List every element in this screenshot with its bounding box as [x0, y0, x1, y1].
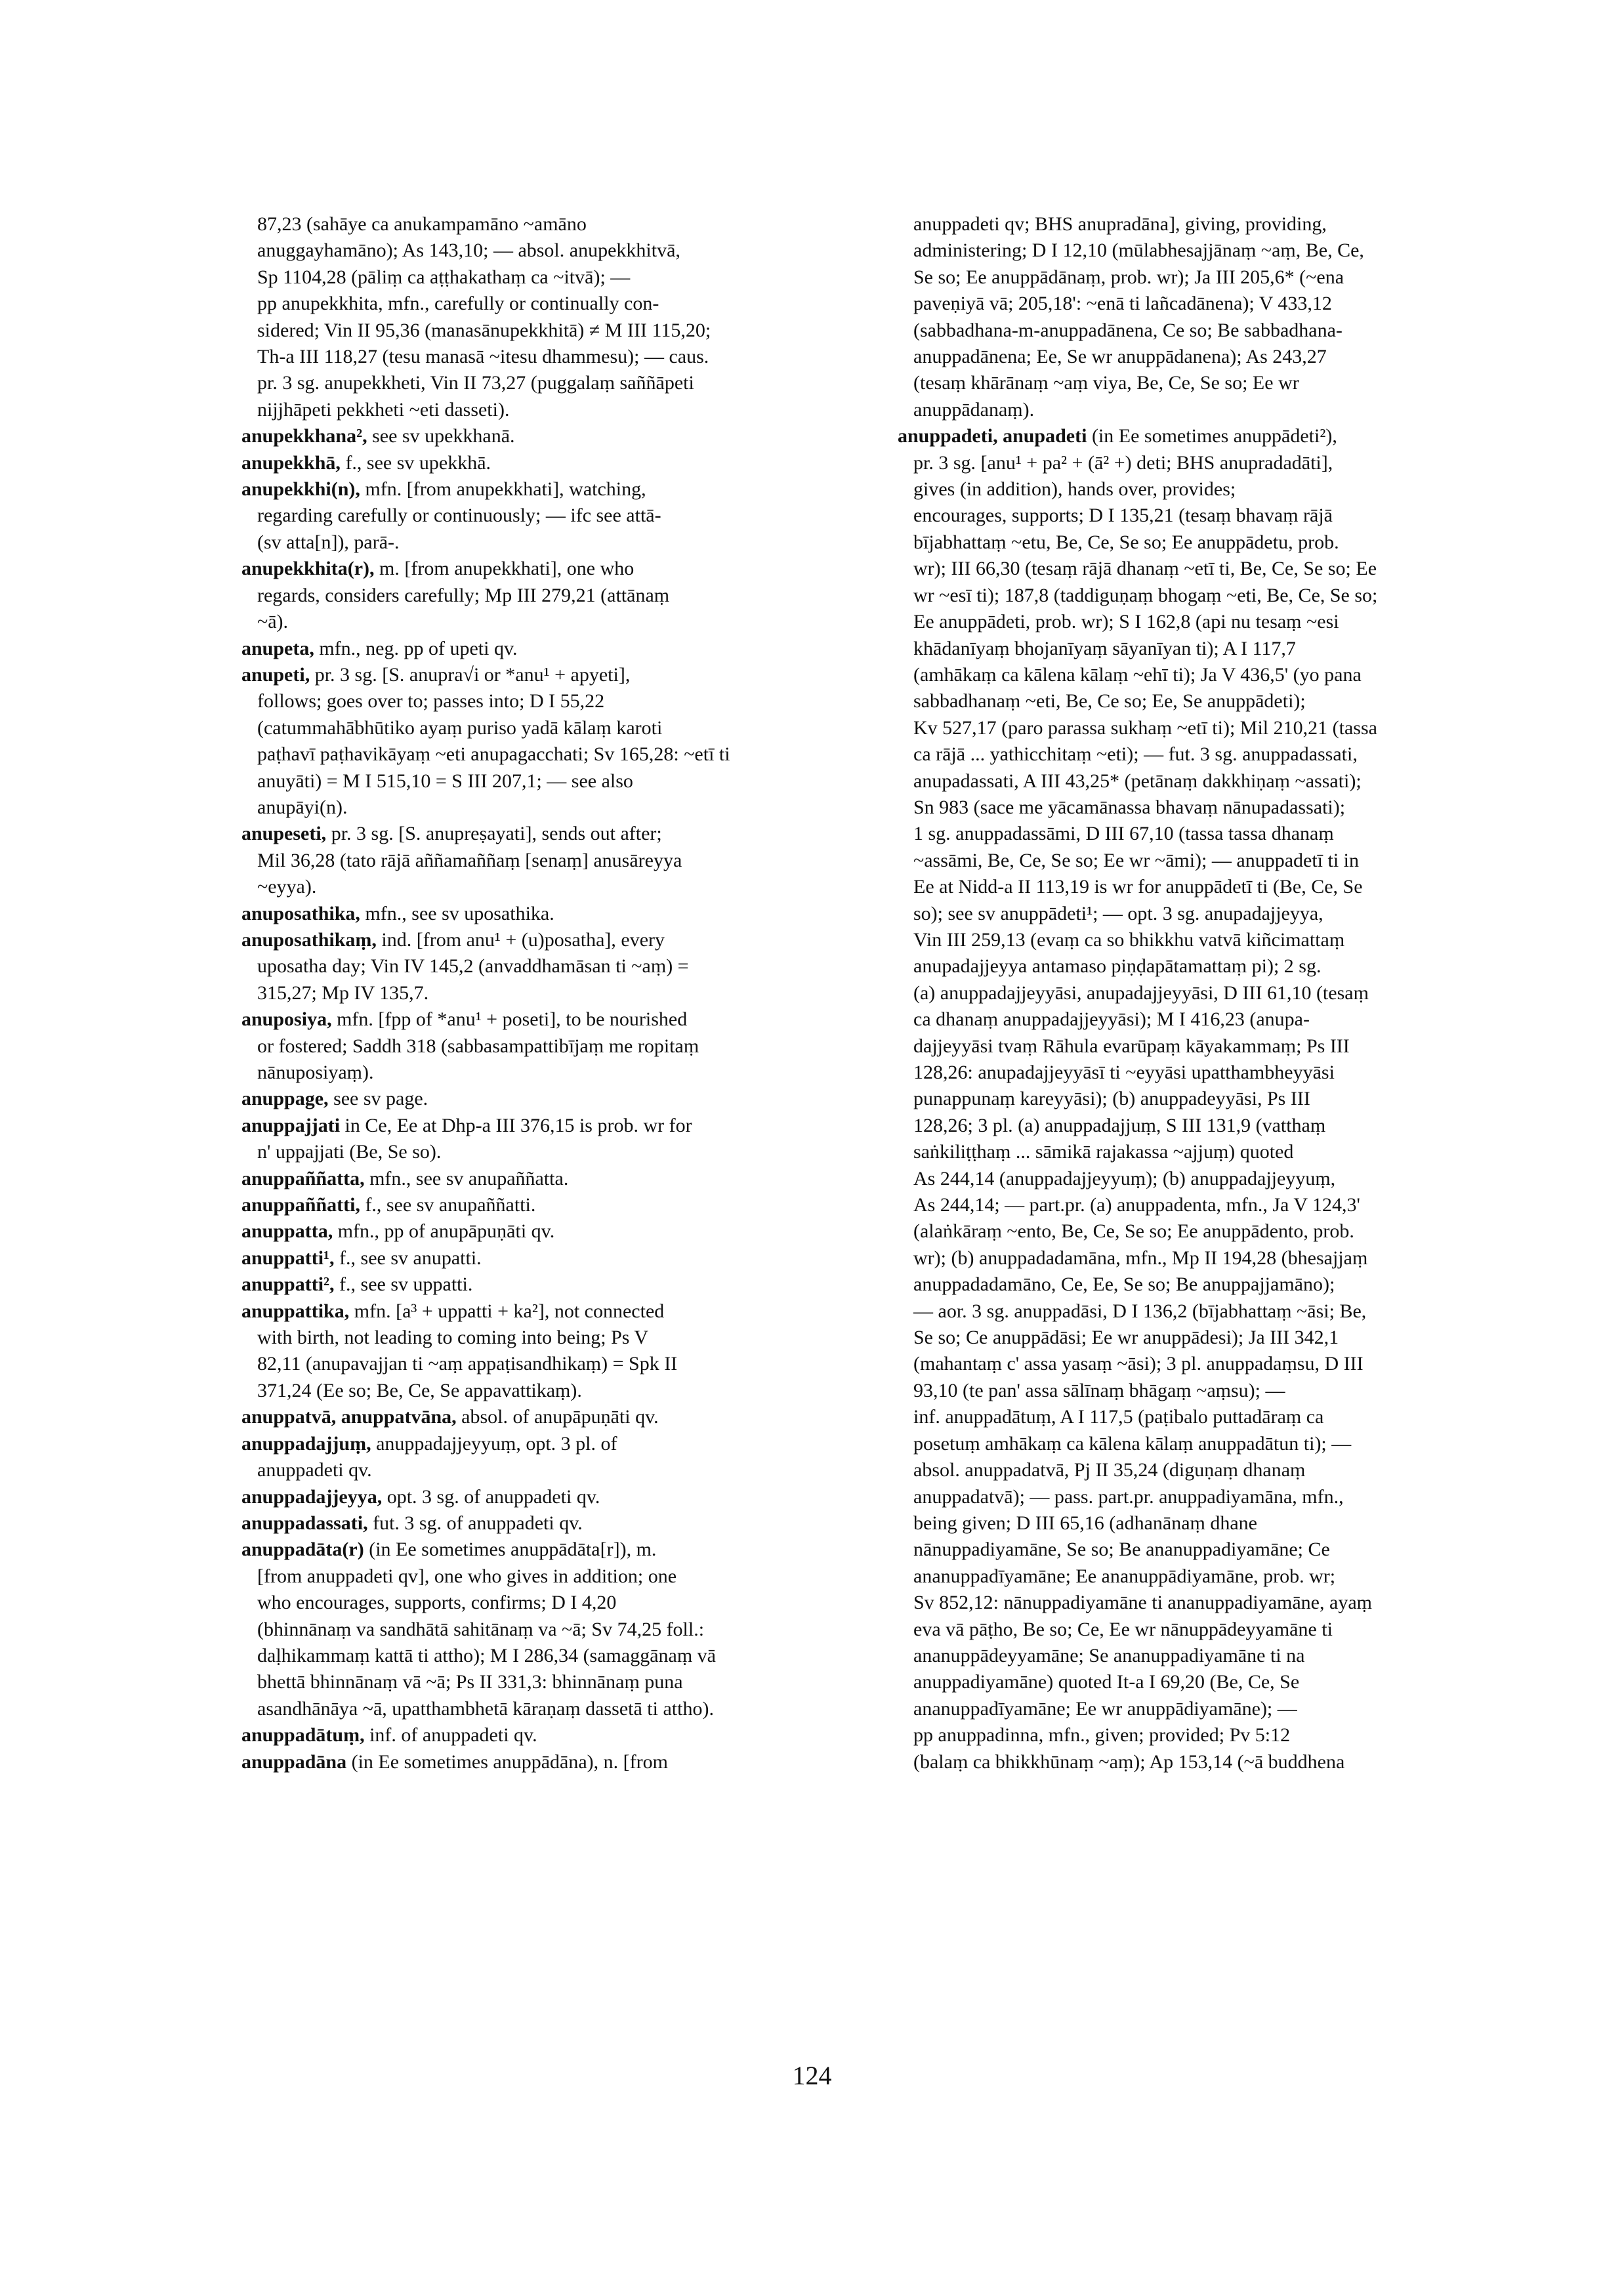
entry-text: anupadassati, A III 43,25* (petānaṃ dakkhiṇaṃ ~assati);: [913, 770, 1362, 792]
text-line: [241, 1457, 885, 1483]
entry-text: gives (in addition), hands over, provides;: [913, 478, 1236, 501]
entry-line: [241, 1218, 885, 1245]
text-line: [898, 688, 1541, 714]
entry-text: (sv atta[n]), parā-.: [257, 531, 400, 553]
entry-text: anuppadadamāno, Ce, Ee, Se so; Be anuppajjamāno);: [913, 1273, 1335, 1296]
text-line: [898, 1298, 1541, 1325]
text-line: [241, 1033, 885, 1060]
text-line: [241, 741, 885, 768]
entry-text: 128,26: anupadajjeyyāsī ti ~eyyāsi upatthambheyyāsi: [913, 1062, 1335, 1083]
entry-text: (in Ee sometimes anuppādāna), n. [from: [351, 1750, 668, 1773]
left-column: [241, 211, 885, 1775]
text-line: [241, 715, 885, 741]
entry-text: Se so; Ce anuppādāsi; Ee wr anuppādesi); Ja III 342,1: [913, 1327, 1339, 1349]
entry-text: sabbadhanaṃ ~eti, Be, Ce so; Ee, Se anuppādeti);: [913, 690, 1306, 713]
entry-line: [241, 1404, 885, 1430]
text-line: [898, 1696, 1541, 1722]
entry-text: with birth, not leading to coming into being; Ps V: [257, 1327, 649, 1349]
text-line: [898, 397, 1541, 423]
text-line: [898, 583, 1541, 609]
headword: anupeti,: [241, 663, 315, 686]
entry-text: mfn., see sv anupaññatta.: [369, 1167, 569, 1189]
headword: anuppatvā, anuppatvāna,: [241, 1406, 462, 1428]
entry-text: pp anupekkhita, mfn., carefully or continually con-: [257, 293, 659, 315]
entry-text: (bhinnānaṃ va sandhātā sahitānaṃ va ~ā; Sv 74,25 foll.:: [257, 1618, 705, 1640]
entry-text: khādanīyaṃ bhojanīyaṃ sāyanīyan ti); A I 117,7: [913, 637, 1296, 659]
text-line: [241, 795, 885, 821]
entry-line: [241, 901, 885, 927]
entry-line: [241, 1722, 885, 1748]
headword: anuppadāna: [241, 1750, 352, 1773]
text-line: [241, 1696, 885, 1722]
text-line: [898, 1139, 1541, 1165]
entry-text: (alaṅkāraṃ ~ento, Be, Ce, Se so; Ee anuppādento, prob.: [913, 1220, 1354, 1243]
entry-text: bhettā bhinnānaṃ vā ~ā; Ps II 331,3: bhinnānaṃ puna: [257, 1671, 683, 1693]
text-line: [898, 901, 1541, 927]
entry-text: eva vā pāṭho, Be so; Ce, Ee wr nānuppādeyyamāne ti: [913, 1618, 1333, 1640]
text-line: [241, 980, 885, 1006]
headword: anuppattika,: [241, 1300, 354, 1322]
entry-text: (in Ee sometimes anuppādeti²),: [1091, 425, 1337, 447]
entry-line: [241, 636, 885, 662]
entry-text: regards, considers carefully; Mp III 279,21 (attānaṃ: [257, 584, 670, 606]
entry-text: anuyāti) = M I 515,10 = S III 207,1; — see also: [257, 770, 633, 792]
entry-text: (sabbadhana-m-anuppadānena, Ce so; Be sabbadhana-: [913, 319, 1343, 341]
text-line: [898, 1272, 1541, 1298]
entry-text: Vin III 259,13 (evaṃ ca so bhikkhu vatvā kiñcimattaṃ: [913, 928, 1345, 951]
text-line: [898, 1590, 1541, 1616]
text-line: [241, 874, 885, 900]
text-line: [898, 1192, 1541, 1218]
text-line: [241, 1563, 885, 1590]
entry-text: follows; goes over to; passes into; D I 55,22: [257, 690, 605, 713]
entry-text: paṭhavī paṭhavikāyaṃ ~eti anupagacchati; Sv 165,28: ~etī ti: [257, 743, 730, 766]
entry-text: anuppadānena; Ee, Se wr anuppādanena); As 243,27: [913, 346, 1327, 368]
entry-text: (a) anuppadajjeyyāsi, anupadajjeyyāsi, D III 61,10 (tesaṃ: [913, 982, 1369, 1004]
text-line: [898, 1749, 1541, 1775]
entry-text: (in Ee sometimes anuppādāta[r]), m.: [369, 1539, 657, 1561]
entry-text: mfn. [fpp of *anu¹ + poseti], to be nourished: [337, 1008, 688, 1031]
entry-line: [898, 423, 1541, 449]
text-line: [898, 344, 1541, 370]
entry-text: [from anuppadeti qv], one who gives in addition; one: [257, 1565, 677, 1587]
entry-line: [241, 1484, 885, 1510]
entry-text: nānuposiyaṃ).: [257, 1062, 374, 1083]
entry-text: Sp 1104,28 (pāliṃ ca aṭṭhakathaṃ ca ~itvā); —: [257, 266, 631, 288]
entry-text: (catummahābhūtiko ayaṃ puriso yadā kālaṃ karoti: [257, 716, 663, 739]
headword: anuppage,: [241, 1088, 334, 1110]
entry-text: 371,24 (Ee so; Be, Ce, Se appavattikaṃ).: [257, 1379, 582, 1401]
page-number: 124: [792, 2061, 832, 2090]
text-line: [898, 741, 1541, 768]
text-line: [898, 503, 1541, 529]
entry-text: or fostered; Saddh 318 (sabbasampattibījaṃ me ropitaṃ: [257, 1035, 699, 1057]
entry-text: mfn., see sv uposathika.: [365, 902, 554, 924]
text-line: [241, 291, 885, 317]
entry-text: nijjhāpeti pekkheti ~eti dasseti).: [257, 398, 510, 421]
entry-text: (amhākaṃ ca kālena kālaṃ ~ehī ti); Ja V 436,5' (yo pana: [913, 663, 1362, 686]
headword: anupekkhana²,: [241, 425, 373, 447]
entry-text: who encourages, supports, confirms; D I 4,20: [257, 1592, 617, 1614]
text-line: [898, 662, 1541, 688]
text-line: [898, 848, 1541, 874]
entry-line: [241, 1113, 885, 1139]
entry-text: — aor. 3 sg. anuppadāsi, D I 136,2 (bījabhattaṃ ~āsi; Be,: [913, 1300, 1367, 1322]
entry-text: Ee anuppādeti, prob. wr); S I 162,8 (api nu tesaṃ ~esi: [913, 611, 1339, 633]
entry-text: wr ~esī ti); 187,8 (taddiguṇaṃ bhogaṃ ~eti, Be, Ce, Se so;: [913, 584, 1378, 606]
text-line: [898, 318, 1541, 344]
entry-line: [241, 1245, 885, 1272]
text-line: [898, 238, 1541, 264]
headword: anupekkhita(r),: [241, 558, 380, 580]
text-line: [898, 1537, 1541, 1563]
headword: anuppadātuṃ,: [241, 1724, 370, 1747]
text-line: [898, 1060, 1541, 1086]
entry-text: ca rājā ... yathicchitaṃ ~eti); — fut. 3 sg. anuppadassati,: [913, 743, 1358, 766]
entry-text: inf. anuppadātuṃ, A I 117,5 (paṭibalo puttadāraṃ ca: [913, 1406, 1324, 1428]
text-line: [241, 529, 885, 556]
entry-text: 1 sg. anuppadassāmi, D III 67,10 (tassa tassa dhanaṃ: [913, 823, 1334, 845]
headword: anuposathika,: [241, 902, 365, 924]
entry-text: fut. 3 sg. of anuppadeti qv.: [373, 1512, 583, 1534]
entry-text: daḷhikammaṃ kattā ti attho); M I 286,34 (samaggānaṃ vā: [257, 1644, 716, 1666]
entry-text: 87,23 (sahāye ca anukampamāno ~amāno: [257, 213, 587, 235]
text-line: [898, 1113, 1541, 1139]
entry-text: (mahantaṃ c' assa yasaṃ ~āsi); 3 pl. anuppadaṃsu, D III: [913, 1353, 1364, 1375]
entry-text: 315,27; Mp IV 135,7.: [257, 982, 429, 1004]
text-line: [241, 1139, 885, 1165]
entry-text: mfn. [from anupekkhati], watching,: [365, 478, 646, 501]
text-line: [241, 1669, 885, 1695]
headword: anuppadeti, anupadeti: [898, 425, 1092, 447]
entry-text: punappunaṃ kareyyāsi); (b) anuppadeyyāsi, Ps III: [913, 1088, 1310, 1110]
entry-text: ananuppadīyamāne; Ee ananuppādiyamāne, prob. wr;: [913, 1565, 1336, 1587]
text-line: [241, 264, 885, 291]
entry-text: anuggayhamāno); As 143,10; — absol. anupekkhitvā,: [257, 239, 680, 262]
headword: anuppaññatti,: [241, 1194, 365, 1216]
text-line: [898, 1484, 1541, 1510]
entry-line: [241, 476, 885, 503]
entry-text: anuppadeti qv; BHS anupradāna], giving, providing,: [913, 213, 1327, 235]
entry-line: [241, 1272, 885, 1298]
entry-text: (tesaṃ khārānaṃ ~aṃ viya, Be, Ce, Se so; Ee wr: [913, 372, 1299, 394]
entry-text: pp anuppadinna, mfn., given; provided; Pv 5:12: [913, 1724, 1291, 1747]
text-line: [898, 529, 1541, 556]
entry-text: paveṇiyā vā; 205,18': ~enā ti lañcadānena); V 433,12: [913, 293, 1332, 315]
entry-text: pr. 3 sg. [anu¹ + pa² + (ā² +) deti; BHS anupradadāti],: [913, 451, 1333, 474]
entry-text: Kv 527,17 (paro parassa sukhaṃ ~etī ti); Mil 210,21 (tassa: [913, 716, 1377, 739]
entry-text: ~eyya).: [257, 876, 317, 898]
entry-text: ind. [from anu¹ + (u)posatha], every: [381, 928, 665, 951]
entry-text: so); see sv anuppādeti¹; — opt. 3 sg. anupadajjeyya,: [913, 902, 1323, 924]
entry-text: Sn 983 (sace me yācamānassa bhavaṃ nānupadassati);: [913, 796, 1346, 818]
entry-text: in Ce, Ee at Dhp-a III 376,15 is prob. wr for: [344, 1114, 692, 1136]
entry-text: mfn., pp of anupāpuṇāti qv.: [337, 1220, 555, 1243]
text-line: [898, 1431, 1541, 1457]
text-line: [898, 1325, 1541, 1351]
text-line: [898, 1245, 1541, 1272]
entry-text: 82,11 (anupavajjan ti ~aṃ appaṭisandhikaṃ) = Spk II: [257, 1353, 678, 1375]
text-line: [898, 1404, 1541, 1430]
text-line: [241, 344, 885, 370]
entry-line: [241, 1749, 885, 1775]
text-line: [898, 1086, 1541, 1112]
entry-text: asandhānāya ~ā, upatthambhetā kāraṇaṃ dassetā ti attho).: [257, 1697, 714, 1720]
headword: anupekkhā,: [241, 451, 346, 474]
entry-line: [241, 1192, 885, 1218]
headword: anupeta,: [241, 637, 320, 659]
text-line: [898, 1033, 1541, 1060]
entry-text: mfn. [a³ + uppatti + ka²], not connected: [354, 1300, 665, 1322]
entry-line: [241, 423, 885, 449]
text-line: [241, 1590, 885, 1616]
entry-text: anupadajjeyya antamaso piṇḍapātamattaṃ pi); 2 sg.: [913, 955, 1322, 978]
text-line: [241, 211, 885, 238]
text-line: [898, 264, 1541, 291]
entry-text: Se so; Ee anuppādānaṃ, prob. wr); Ja III 205,6* (~ena: [913, 266, 1344, 288]
headword: anuposiya,: [241, 1008, 337, 1031]
entry-text: posetuṃ amhākaṃ ca kālena kālaṃ anuppadātun ti); —: [913, 1432, 1352, 1455]
text-line: [241, 953, 885, 980]
entry-text: ~ā).: [257, 611, 289, 633]
text-line: [898, 795, 1541, 821]
text-line: [898, 1351, 1541, 1377]
entry-line: [241, 556, 885, 582]
entry-text: absol. of anupāpuṇāti qv.: [461, 1406, 659, 1428]
text-line: [898, 556, 1541, 582]
headword: anuposathikaṃ,: [241, 928, 382, 951]
entry-line: [241, 821, 885, 847]
text-line: [241, 583, 885, 609]
text-line: [241, 397, 885, 423]
entry-text: pr. 3 sg. [S. anupreṣayati], sends out after;: [331, 823, 662, 845]
headword: anuppatti¹,: [241, 1247, 340, 1269]
entry-line: [241, 927, 885, 953]
text-line: [898, 211, 1541, 238]
entry-text: anuppadiyamāne) quoted It-a I 69,20 (Be, Ce, Se: [913, 1671, 1300, 1693]
text-line: [898, 874, 1541, 900]
entry-text: being given; D III 65,16 (adhanānaṃ dhane: [913, 1512, 1257, 1534]
text-line: [241, 318, 885, 344]
entry-line: [241, 1086, 885, 1112]
entry-text: m. [from anupekkhati], one who: [379, 558, 635, 580]
entry-text: dajjeyyāsi tvaṃ Rāhula evarūpaṃ kāyakammaṃ; Ps III: [913, 1035, 1350, 1057]
text-line: [241, 503, 885, 529]
text-line: [898, 1218, 1541, 1245]
entry-text: Sv 852,12: nānuppadiyamāne ti ananuppadiyamāne, ayaṃ: [913, 1592, 1372, 1614]
text-line: [898, 1457, 1541, 1483]
entry-text: see sv upekkhanā.: [372, 425, 515, 447]
entry-text: saṅkiliṭṭhaṃ ... sāmikā rajakassa ~ajjuṃ) quoted: [913, 1141, 1294, 1163]
entry-text: administering; D I 12,10 (mūlabhesajjānaṃ ~aṃ, Be, Ce,: [913, 239, 1364, 262]
text-line: [898, 1669, 1541, 1695]
text-line: [898, 1510, 1541, 1537]
entry-text: f., see sv anupaññatti.: [365, 1194, 536, 1216]
entry-text: ananuppādeyyamāne; Se ananuppadiyamāne ti na: [913, 1644, 1305, 1666]
text-line: [898, 291, 1541, 317]
text-line: [241, 238, 885, 264]
text-line: [898, 821, 1541, 847]
text-line: [241, 1378, 885, 1404]
entry-text: wr); III 66,30 (tesaṃ rājā dhanaṃ ~etī ti, Be, Ce, Se so; Ee: [913, 558, 1377, 580]
entry-text: n' uppajjati (Be, Se so).: [257, 1141, 442, 1163]
text-line: [241, 1325, 885, 1351]
text-line: [898, 1722, 1541, 1748]
entry-text: Th-a III 118,27 (tesu manasā ~itesu dhammesu); — caus.: [257, 346, 709, 368]
text-line: [241, 1351, 885, 1377]
entry-text: absol. anuppadatvā, Pj II 35,24 (diguṇaṃ dhanaṃ: [913, 1459, 1306, 1481]
headword: anuppatta,: [241, 1220, 338, 1243]
entry-text: Ee at Nidd-a II 113,19 is wr for anuppādetī ti (Be, Ce, Se: [913, 876, 1363, 898]
entry-text: anupāyi(n).: [257, 796, 348, 818]
entry-text: Mil 36,28 (tato rājā aññamaññaṃ [senaṃ] anusāreyya: [257, 849, 682, 871]
text-line: [241, 768, 885, 795]
entry-text: inf. of anuppadeti qv.: [369, 1724, 537, 1747]
entry-text: (balaṃ ca bhikkhūnaṃ ~aṃ); Ap 153,14 (~ā buddhena: [913, 1750, 1345, 1773]
entry-line: [241, 1298, 885, 1325]
text-line: [241, 688, 885, 714]
entry-text: As 244,14; — part.pr. (a) anuppadenta, mfn., Ja V 124,3': [913, 1194, 1360, 1216]
text-line: [898, 1563, 1541, 1590]
entry-text: ananuppadīyamāne; Ee wr anuppādiyamāne); —: [913, 1697, 1297, 1720]
entry-text: pr. 3 sg. anupekkheti, Vin II 73,27 (puggalaṃ saññāpeti: [257, 372, 694, 394]
text-line: [241, 1060, 885, 1086]
entry-line: [241, 1166, 885, 1192]
entry-text: pr. 3 sg. [S. anupra√i or *anu¹ + apyeti],: [314, 663, 631, 686]
text-line: [898, 1378, 1541, 1404]
right-column: [898, 211, 1541, 1775]
text-line: [898, 1617, 1541, 1643]
text-line: [241, 1643, 885, 1669]
text-line: [898, 927, 1541, 953]
entry-line: [241, 450, 885, 476]
headword: anuppaññatta,: [241, 1167, 370, 1189]
entry-text: opt. 3 sg. of anuppadeti qv.: [386, 1485, 600, 1508]
headword: anuppadāta(r): [241, 1539, 369, 1561]
text-line: [241, 1617, 885, 1643]
text-line: [898, 1006, 1541, 1033]
headword: anuppadajjuṃ,: [241, 1432, 377, 1455]
text-line: [898, 953, 1541, 980]
entry-text: uposatha day; Vin IV 145,2 (anvaddhamāsan ti ~aṃ) =: [257, 955, 689, 978]
text-line: [898, 768, 1541, 795]
headword: anupeseti,: [241, 823, 331, 845]
entry-line: [241, 1006, 885, 1033]
text-line: [898, 980, 1541, 1006]
entry-text: 128,26; 3 pl. (a) anuppadajjuṃ, S III 131,9 (vatthaṃ: [913, 1114, 1326, 1136]
entry-text: anuppadajjeyyuṃ, opt. 3 pl. of: [376, 1432, 617, 1455]
entry-text: anuppādanaṃ).: [913, 398, 1035, 421]
entry-text: sidered; Vin II 95,36 (manasānupekkhitā) ≠ M III 115,20;: [257, 319, 711, 341]
entry-text: anuppadatvā); — pass. part.pr. anuppadiyamāna, mfn.,: [913, 1485, 1344, 1508]
entry-text: wr); (b) anuppadadamāna, mfn., Mp II 194,28 (bhesajjaṃ: [913, 1247, 1368, 1269]
entry-line: [241, 1431, 885, 1457]
text-line: [241, 370, 885, 396]
entry-text: ~assāmi, Be, Ce, Se so; Ee wr ~āmi); — anuppadetī ti in: [913, 849, 1359, 871]
text-line: [898, 1643, 1541, 1669]
text-line: [898, 609, 1541, 635]
entry-text: 93,10 (te pan' assa sālīnaṃ bhāgaṃ ~aṃsu); —: [913, 1379, 1285, 1401]
entry-line: [241, 662, 885, 688]
entry-text: As 244,14 (anuppadajjeyyuṃ); (b) anuppadajjeyyuṃ,: [913, 1167, 1336, 1189]
text-line: [241, 848, 885, 874]
entry-text: f., see sv upekkhā.: [345, 451, 491, 474]
text-line: [241, 609, 885, 635]
entry-text: regarding carefully or continuously; — ifc see attā-: [257, 505, 661, 527]
headword: anuppadassati,: [241, 1512, 373, 1534]
headword: anuppadajjeyya,: [241, 1485, 387, 1508]
text-line: [898, 476, 1541, 503]
entry-text: f., see sv uppatti.: [339, 1273, 473, 1296]
entry-line: [241, 1537, 885, 1563]
entry-line: [241, 1510, 885, 1537]
text-line: [898, 450, 1541, 476]
entry-text: anuppadeti qv.: [257, 1459, 372, 1481]
text-line: [898, 636, 1541, 662]
text-line: [898, 370, 1541, 396]
entry-text: bījabhattaṃ ~etu, Be, Ce, Se so; Ee anuppādetu, prob.: [913, 531, 1339, 553]
headword: anuppajjati: [241, 1114, 345, 1136]
headword: anupekkhi(n),: [241, 478, 365, 501]
text-line: [898, 1166, 1541, 1192]
entry-text: nānuppadiyamāne, Se so; Be ananuppadiyamāne; Ce: [913, 1539, 1330, 1561]
entry-text: encourages, supports; D I 135,21 (tesaṃ bhavaṃ rājā: [913, 505, 1333, 527]
entry-text: see sv page.: [333, 1088, 428, 1110]
entry-text: f., see sv anupatti.: [339, 1247, 482, 1269]
entry-text: mfn., neg. pp of upeti qv.: [319, 637, 518, 659]
headword: anuppatti²,: [241, 1273, 340, 1296]
entry-text: ca dhanaṃ anuppadajjeyyāsi); M I 416,23 (anupa-: [913, 1008, 1310, 1031]
text-line: [898, 715, 1541, 741]
